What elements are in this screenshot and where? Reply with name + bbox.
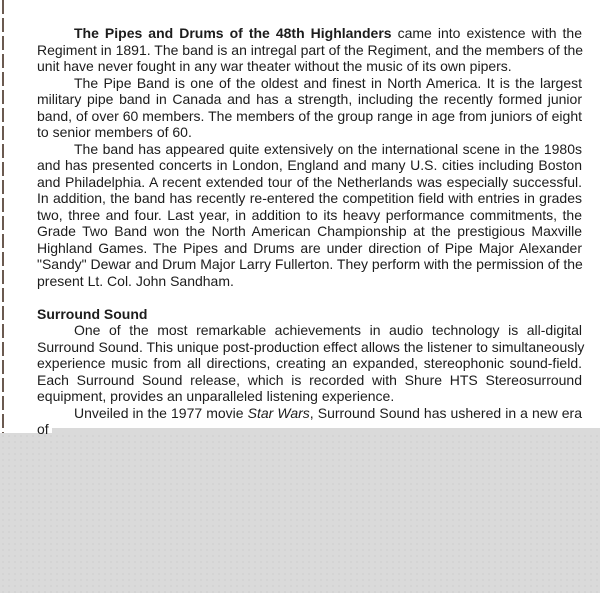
paragraph-line: present Lt. Col. John Sandham.: [37, 272, 234, 289]
paragraph-line: unit have never fought in any war theater without the music of its own pipers.: [37, 58, 512, 74]
paragraph-line: military pipe band in Canada and has a strength, including the recently formed junior: [37, 91, 582, 107]
paragraph-line: In addition, the band has recently re-entered the competition field with entries in grades: [37, 190, 582, 206]
paragraph-line: Each Surround Sound release, which is recorded with Shure HTS Stereosurround: [37, 371, 582, 388]
paragraph-line: Surround Sound. This unique post-production effect allows the listener to simultaneously: [37, 338, 585, 355]
paragraph-line: Regiment in 1891. The band is an intregal part of the Regiment, and the members of the: [37, 41, 584, 58]
movie-title: Star Wars: [247, 404, 310, 421]
paragraph-line: Highland Games. The Pipes and Drums are under direction of Pipe Major Alexander: [37, 239, 582, 256]
paragraph-line: to senior members of 60.: [37, 124, 192, 140]
paragraph-line: One of the most remarkable achievements in audio technology is all-digital: [74, 322, 582, 338]
cropped-area: [0, 433, 600, 593]
paragraph-line: The band has appeared quite extensively on the international scene in the 1980s: [74, 140, 582, 157]
paragraph-line: "Sandy" Dewar and Drum Major Larry Fullerton. They perform with the permission of the: [37, 256, 583, 272]
paragraph-line: of: [37, 421, 49, 437]
scan-edge: [2, 0, 4, 440]
band-name: The Pipes and Drums of the 48th Highlanders: [74, 25, 392, 41]
paragraph-line: and Philadelphia. A recent extended tour of the Netherlands was especially successful.: [37, 173, 582, 190]
paragraph-line: two, three and four. Last year, in addition to its heavy performance commitments, the: [37, 206, 582, 223]
paragraph-line: experience music from all directions, creating an expanded, stereophonic sound-field.: [37, 355, 582, 371]
paragraph-line: Unveiled in the 1977 movie Star Wars, Surround Sound has ushered in a new era: [74, 404, 582, 421]
paragraph-line: band, of over 60 members. The members of the group range in age from juniors of eight: [37, 107, 582, 124]
paragraph-line: equipment, provides an unparalleled listening experience.: [37, 388, 395, 404]
paragraph-line: The Pipe Band is one of the oldest and finest in North America. It is the largest: [74, 74, 582, 91]
paragraph-line: The Pipes and Drums of the 48th Highlanders came into existence with the: [74, 25, 582, 41]
paragraph-line: and has presented concerts in London, England and many U.S. cities including Boston: [37, 157, 582, 173]
document-body: [37, 25, 585, 438]
section-heading: Surround Sound: [37, 305, 148, 322]
paragraph-line: Grade Two Band won the North American Championship at the prestigious Maxville: [37, 223, 582, 239]
